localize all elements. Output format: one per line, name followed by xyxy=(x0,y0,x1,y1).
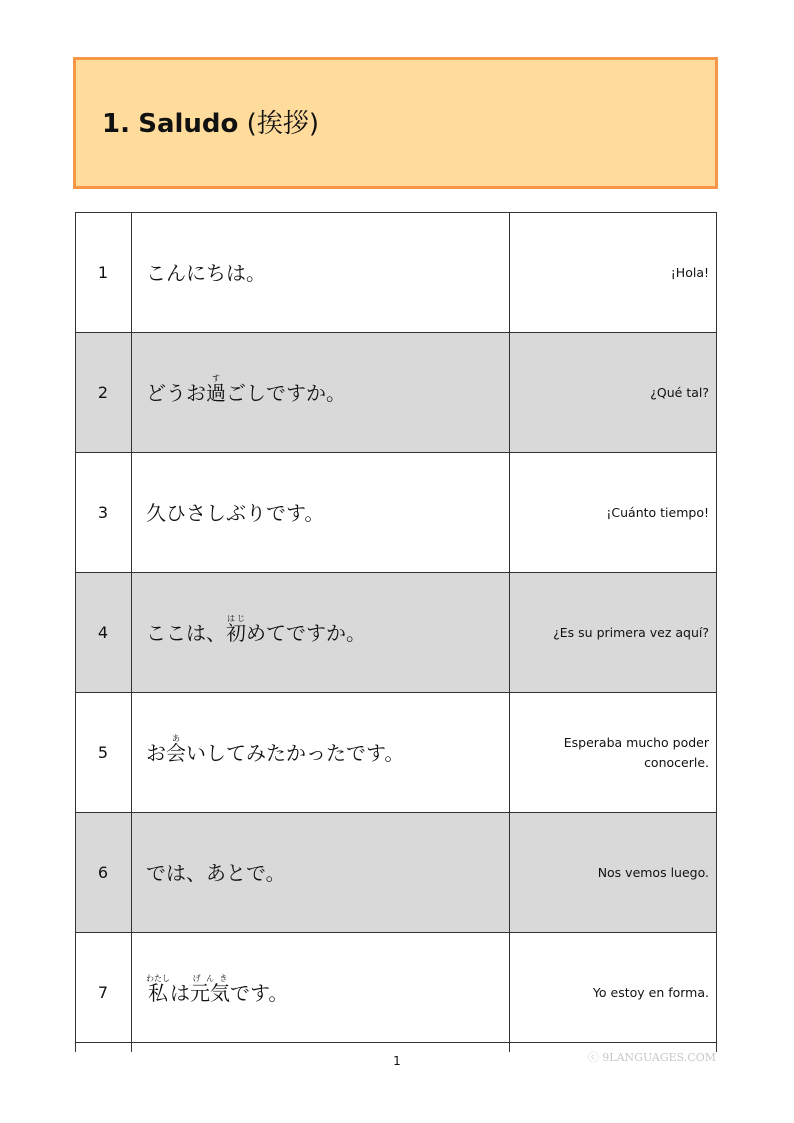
lesson-title xyxy=(102,106,319,142)
japanese-text: ここは、 xyxy=(146,620,226,645)
row-number: 2 xyxy=(97,383,109,402)
japanese-text: めてですか。 xyxy=(246,620,366,645)
furigana-word xyxy=(190,966,230,1020)
lesson-number: 1. xyxy=(102,109,130,139)
column-divider xyxy=(131,813,132,932)
row-number: 3 xyxy=(97,503,109,522)
japanese-phrase xyxy=(146,453,324,572)
column-divider xyxy=(509,813,510,932)
spanish-translation: Yo estoy en forma. xyxy=(592,984,709,1000)
watermark: ⓒ 9LANGUAGES.COM xyxy=(587,1051,716,1064)
japanese-text: です。 xyxy=(230,980,289,1005)
column-divider xyxy=(716,453,717,572)
table-bottom-border xyxy=(75,1042,717,1043)
japanese-text: ごしですか。 xyxy=(226,380,346,405)
spanish-translation: ¿Qué tal? xyxy=(650,384,709,400)
page-number: 1 xyxy=(393,1054,401,1068)
spanish-translation: ¡Cuánto tiempo! xyxy=(606,504,709,520)
furigana-reading: あ xyxy=(166,733,186,743)
japanese-phrase xyxy=(146,933,288,1052)
kanji-text: 元気 xyxy=(190,980,230,1005)
phrase-row xyxy=(75,692,717,812)
column-divider xyxy=(131,333,132,452)
furigana-reading: わたし xyxy=(146,973,170,983)
spanish-translation: ¿Es su primera vez aquí? xyxy=(553,624,709,640)
phrase-table xyxy=(75,212,717,1052)
japanese-phrase xyxy=(146,213,266,332)
japanese-text: 久ひさしぶりです。 xyxy=(146,500,325,525)
lesson-header xyxy=(73,57,718,189)
column-divider xyxy=(509,933,510,1052)
row-number: 5 xyxy=(97,743,109,762)
furigana-reading: げんき xyxy=(190,973,230,983)
furigana-word xyxy=(166,726,186,780)
column-divider xyxy=(131,213,132,332)
kanji-text: 私 xyxy=(146,980,170,1005)
japanese-text: では、あとで。 xyxy=(146,860,286,885)
spanish-translation: Esperaba mucho poder conocerle. xyxy=(563,734,709,770)
row-number: 1 xyxy=(97,263,109,282)
furigana-word xyxy=(226,606,246,660)
column-divider xyxy=(716,933,717,1052)
phrase-row xyxy=(75,812,717,932)
column-divider xyxy=(509,453,510,572)
japanese-phrase xyxy=(146,813,286,932)
kanji-text: 会 xyxy=(166,740,186,765)
column-divider xyxy=(716,333,717,452)
furigana-reading: す xyxy=(206,373,226,383)
japanese-text: お xyxy=(146,740,166,765)
row-number: 6 xyxy=(97,863,109,882)
kanji-text: 過 xyxy=(206,380,226,405)
japanese-text: どうお xyxy=(146,380,206,405)
column-divider xyxy=(509,573,510,692)
column-divider xyxy=(509,333,510,452)
japanese-phrase xyxy=(146,333,346,452)
phrase-row xyxy=(75,572,717,692)
column-divider xyxy=(716,573,717,692)
furigana-word xyxy=(206,366,226,420)
column-divider xyxy=(131,933,132,1052)
spanish-translation: ¡Hola! xyxy=(670,264,709,280)
japanese-text: いしてみたかったです。 xyxy=(186,740,405,765)
phrase-row xyxy=(75,332,717,452)
phrase-row xyxy=(75,932,717,1052)
phrase-row xyxy=(75,452,717,572)
row-number: 4 xyxy=(97,623,109,642)
column-divider xyxy=(509,213,510,332)
spanish-translation: Nos vemos luego. xyxy=(597,864,709,880)
column-divider xyxy=(716,813,717,932)
furigana-reading: はじ xyxy=(226,613,246,623)
japanese-phrase xyxy=(146,573,366,692)
japanese-text: は xyxy=(170,980,190,1005)
column-divider xyxy=(509,693,510,812)
kanji-text: 初 xyxy=(226,620,246,645)
lesson-name: Saludo xyxy=(138,109,239,139)
column-divider xyxy=(131,693,132,812)
column-divider xyxy=(716,693,717,812)
column-divider xyxy=(131,573,132,692)
phrase-row xyxy=(75,212,717,332)
lesson-name-japanese: (挨拶) xyxy=(246,109,319,139)
furigana-word xyxy=(146,966,170,1020)
row-number: 7 xyxy=(97,983,109,1002)
column-divider xyxy=(716,213,717,332)
japanese-text: こんにちは。 xyxy=(146,260,266,285)
japanese-phrase xyxy=(146,693,404,812)
column-divider xyxy=(131,453,132,572)
